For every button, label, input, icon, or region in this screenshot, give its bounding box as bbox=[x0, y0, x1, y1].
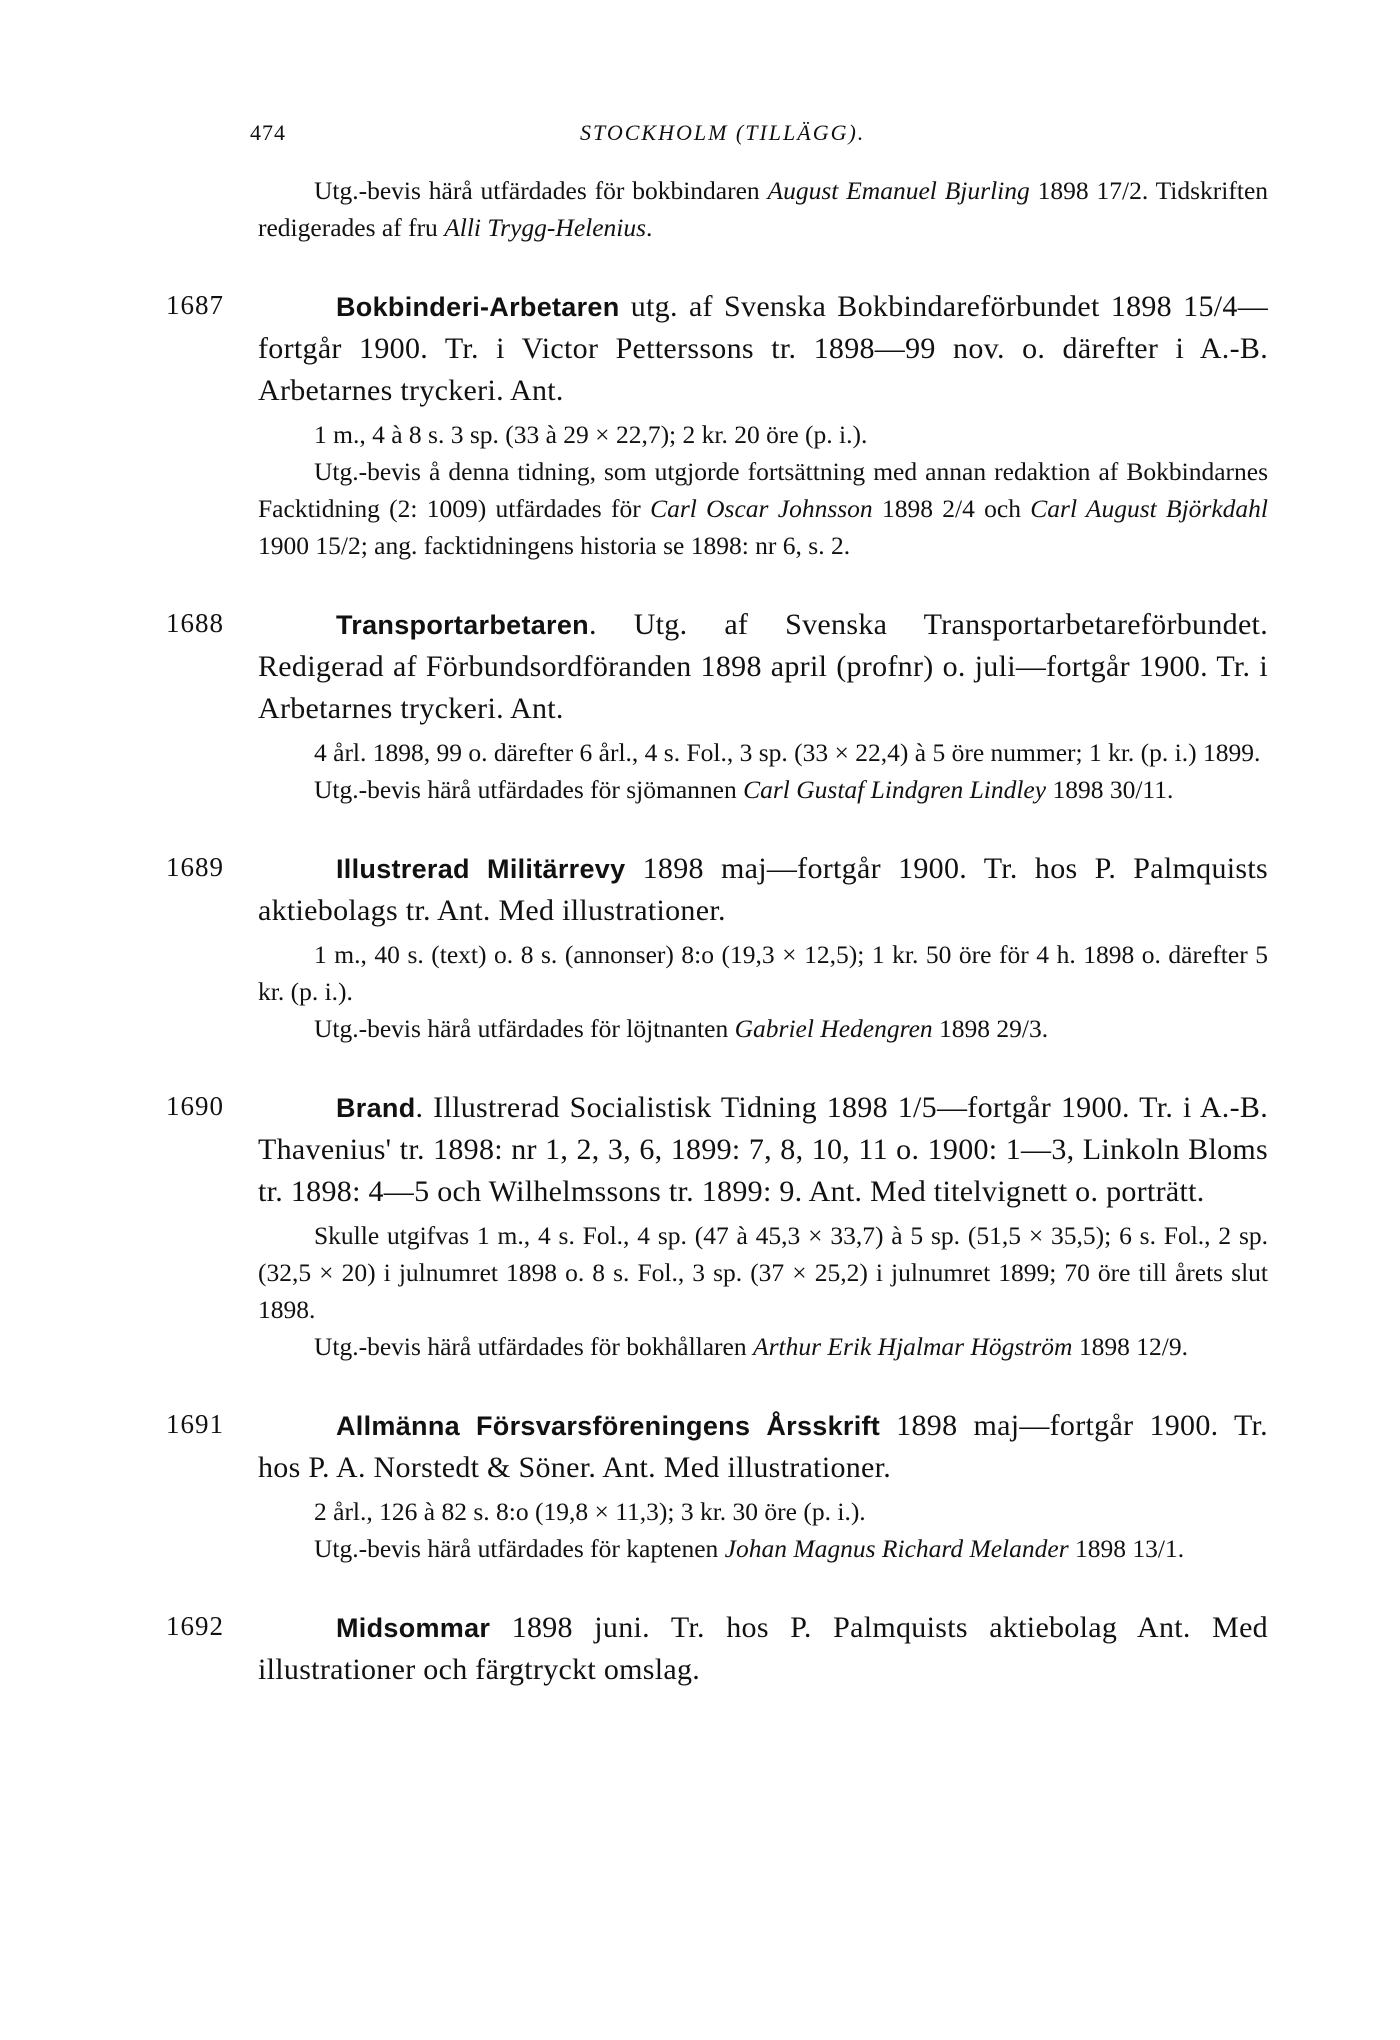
entry-number: 1687 bbox=[166, 290, 224, 320]
entry-1689 bbox=[166, 848, 1268, 1047]
entry-permit-note: Utg.-bevis härå utfärdades för bokhållaren Arthur Erik Hjalmar Högström 1898 12/9. bbox=[314, 1332, 1188, 1361]
entry-main: Brand. Illustrerad Socialistisk Tidning 1898 1/5—fortgår 1900. Tr. i A.-B. Thavenius' tr. 1898: nr 1, 2, 3, 6, 1899: 7, 8, 10, 11 o. 1900: 1—3, Linkoln Bloms tr. 1898: 4—5 och Wilhelmssons tr. 1899: 9. Ant. Med titelvignett o. porträtt. bbox=[258, 1091, 1268, 1208]
entry-format-note: 4 årl. 1898, 99 o. därefter 6 årl., 4 s. Fol., 3 sp. (33 × 22,4) à 5 öre nummer; 1 kr. (p. i.) 1899. bbox=[314, 738, 1261, 767]
entry-main: Transportarbetaren. Utg. af Svenska Transportarbetareförbundet. Redigerad af Förbundsordföranden 1898 april (profnr) o. juli—fortgår 1900. Tr. i Arbetarnes tryckeri. Ant. bbox=[258, 608, 1268, 725]
entry-permit-note: Utg.-bevis härå utfärdades för löjtnanten Gabriel Hedengren 1898 29/3. bbox=[314, 1014, 1049, 1043]
entry-format-note: 2 årl., 126 à 82 s. 8:o (19,8 × 11,3); 3 kr. 30 öre (p. i.). bbox=[314, 1497, 866, 1526]
intro-note: Utg.-bevis härå utfärdades för bokbindaren August Emanuel Bjurling 1898 17/2. Tidskriften redigerades af fru Alli Trygg-Helenius. bbox=[258, 176, 1269, 242]
entry-1692 bbox=[166, 1607, 1268, 1691]
entry-format-note: 1 m., 4 à 8 s. 3 sp. (33 à 29 × 22,7); 2 kr. 20 öre (p. i.). bbox=[314, 420, 868, 449]
entry-permit-note: Utg.-bevis å denna tidning, som utgjorde fortsättning med annan redaktion af Bokbindarnes Facktidning (2: 1009) utfärdades för Carl Oscar Johnsson 1898 2/4 och Carl August Björkdahl 1900 15/2; ang. facktidningens historia se 1898: nr 6, s. 2. bbox=[258, 457, 1268, 560]
entry-main: Illustrerad Militärrevy 1898 maj—fortgår 1900. Tr. hos P. Palmquists aktiebolags tr. Ant. Med illustrationer. bbox=[258, 852, 1268, 927]
entry-1690 bbox=[166, 1087, 1268, 1365]
entry-1688 bbox=[166, 604, 1268, 808]
entry-1687 bbox=[166, 286, 1268, 564]
entry-title: Bokbinderi-Arbetaren bbox=[336, 292, 620, 322]
entry-main: Bokbinderi-Arbetaren utg. af Svenska Bokbindareförbundet 1898 15/4—fortgår 1900. Tr. i Victor Petterssons tr. 1898—99 nov. o. därefter i A.-B. Arbetarnes tryckeri. Ant. bbox=[258, 290, 1268, 407]
running-title: STOCKHOLM (TILLÄGG). bbox=[580, 120, 866, 145]
entry-title: Allmänna Försvarsföreningens Årsskrift bbox=[336, 1411, 881, 1441]
entry-number: 1691 bbox=[166, 1409, 224, 1439]
entry-title: Brand bbox=[336, 1093, 416, 1123]
entry-title: Illustrerad Militärrevy bbox=[336, 854, 626, 884]
entry-title: Midsommar bbox=[336, 1613, 491, 1643]
entry-number: 1692 bbox=[166, 1611, 224, 1641]
entry-format-note: 1 m., 40 s. (text) o. 8 s. (annonser) 8:o (19,3 × 12,5); 1 kr. 50 öre för 4 h. 1898 o. därefter 5 kr. (p. i.). bbox=[258, 940, 1268, 1006]
entry-main: Midsommar 1898 juni. Tr. hos P. Palmquists aktiebolag Ant. Med illustrationer och färgtryckt omslag. bbox=[258, 1611, 1268, 1686]
entry-number: 1688 bbox=[166, 608, 224, 638]
entry-number: 1689 bbox=[166, 852, 224, 882]
entry-main: Allmänna Försvarsföreningens Årsskrift 1898 maj—fortgår 1900. Tr. hos P. A. Norstedt & Söner. Ant. Med illustrationer. bbox=[258, 1409, 1268, 1484]
page-body bbox=[166, 172, 1269, 1695]
page-number: 474 bbox=[250, 120, 286, 145]
entry-1691 bbox=[166, 1405, 1268, 1567]
entry-number: 1690 bbox=[166, 1091, 224, 1121]
entry-format-note: Skulle utgifvas 1 m., 4 s. Fol., 4 sp. (47 à 45,3 × 33,7) à 5 sp. (51,5 × 35,5); 6 s. Fol., 2 sp. (32,5 × 20) i julnumret 1898 o. 8 s. Fol., 3 sp. (37 × 25,2) i julnumret 1899; 70 öre till årets slut 1898. bbox=[258, 1221, 1268, 1324]
entry-title: Transportarbetaren bbox=[336, 610, 589, 640]
entry-permit-note: Utg.-bevis härå utfärdades för sjömannen Carl Gustaf Lindgren Lindley 1898 30/11. bbox=[314, 775, 1174, 804]
entry-permit-note: Utg.-bevis härå utfärdades för kaptenen Johan Magnus Richard Melander 1898 13/1. bbox=[314, 1534, 1185, 1563]
